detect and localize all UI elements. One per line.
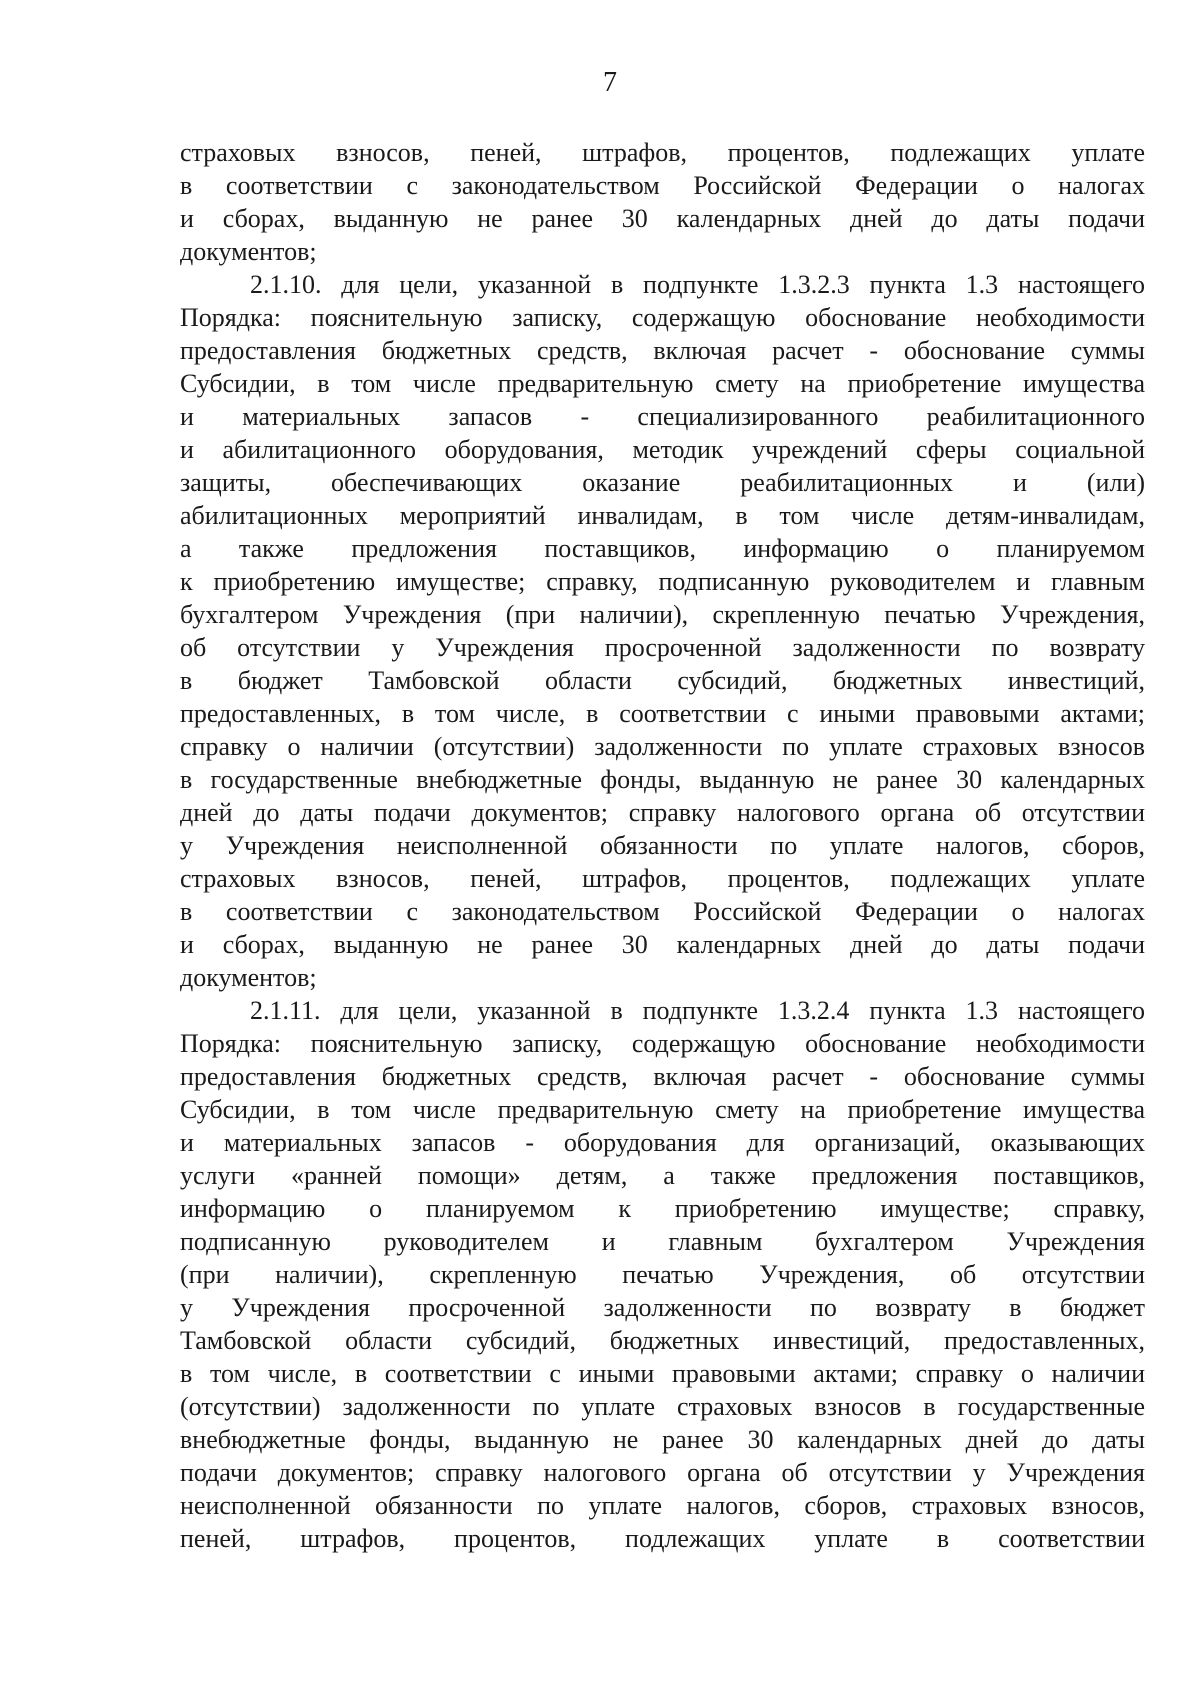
text-line: (отсутствии) задолженности по уплате страховых взносов в государственные (180, 1392, 1145, 1421)
text-line: об отсутствии у Учреждения просроченной задолженности по возврату (180, 633, 1145, 662)
text-line: абилитационных мероприятий инвалидам, в том числе детям-инвалидам, (180, 501, 1145, 530)
text-line: предоставления бюджетных средств, включая расчет - обоснование суммы (180, 1062, 1145, 1091)
text-line: в бюджет Тамбовской области субсидий, бюджетных инвестиций, (180, 666, 1145, 695)
text-line: 2.1.10. для цели, указанной в подпункте 1.3.2.3 пункта 1.3 настоящего (250, 270, 1145, 299)
text-line: информацию о планируемом к приобретению имуществе; справку, (180, 1194, 1145, 1223)
text-line: в соответствии с законодательством Российской Федерации о налогах (180, 897, 1145, 926)
text-line: дней до даты подачи документов; справку налогового органа об отсутствии (180, 798, 1145, 827)
text-line: а также предложения поставщиков, информацию о планируемом (180, 534, 1145, 563)
text-line: Тамбовской области субсидий, бюджетных инвестиций, предоставленных, (180, 1326, 1145, 1355)
text-line: и материальных запасов - оборудования для организаций, оказывающих (180, 1128, 1145, 1157)
text-line: услуги «ранней помощи» детям, а также предложения поставщиков, (180, 1161, 1145, 1190)
text-line: 2.1.11. для цели, указанной в подпункте 1.3.2.4 пункта 1.3 настоящего (250, 996, 1145, 1025)
text-line: к приобретению имуществе; справку, подписанную руководителем и главным (180, 567, 1145, 596)
text-line: предоставления бюджетных средств, включая расчет - обоснование суммы (180, 336, 1145, 365)
text-line: в государственные внебюджетные фонды, выданную не ранее 30 календарных (180, 765, 1145, 794)
text-line: в соответствии с законодательством Российской Федерации о налогах (180, 171, 1145, 200)
text-line: и сборах, выданную не ранее 30 календарных дней до даты подачи (180, 930, 1145, 959)
text-line: подачи документов; справку налогового органа об отсутствии у Учреждения (180, 1458, 1145, 1487)
text-line: Порядка: пояснительную записку, содержащую обоснование необходимости (180, 1029, 1145, 1058)
text-line: справку о наличии (отсутствии) задолженности по уплате страховых взносов (180, 732, 1145, 761)
text-line: и материальных запасов - специализированного реабилитационного (180, 402, 1145, 431)
text-line: страховых взносов, пеней, штрафов, процентов, подлежащих уплате (180, 864, 1145, 893)
text-line: неисполненной обязанности по уплате налогов, сборов, страховых взносов, (180, 1491, 1145, 1520)
text-line: и сборах, выданную не ранее 30 календарных дней до даты подачи (180, 204, 1145, 233)
text-line: документов; (180, 237, 317, 266)
text-line: Субсидии, в том числе предварительную смету на приобретение имущества (180, 369, 1145, 398)
text-line: подписанную руководителем и главным бухгалтером Учреждения (180, 1227, 1145, 1256)
text-line: у Учреждения неисполненной обязанности по уплате налогов, сборов, (180, 831, 1145, 860)
text-line: страховых взносов, пеней, штрафов, процентов, подлежащих уплате (180, 138, 1145, 167)
text-line: Субсидии, в том числе предварительную смету на приобретение имущества (180, 1095, 1145, 1124)
text-line: внебюджетные фонды, выданную не ранее 30 календарных дней до даты (180, 1425, 1145, 1454)
text-line: документов; (180, 963, 317, 992)
text-line: (при наличии), скрепленную печатью Учреждения, об отсутствии (180, 1260, 1145, 1289)
text-line: предоставленных, в том числе, в соответствии с иными правовыми актами; (180, 699, 1145, 728)
text-line: пеней, штрафов, процентов, подлежащих уплате в соответствии (180, 1524, 1145, 1553)
text-line: у Учреждения просроченной задолженности по возврату в бюджет (180, 1293, 1145, 1322)
text-line: Порядка: пояснительную записку, содержащую обоснование необходимости (180, 303, 1145, 332)
text-line: бухгалтером Учреждения (при наличии), скрепленную печатью Учреждения, (180, 600, 1145, 629)
text-line: и абилитационного оборудования, методик учреждений сферы социальной (180, 435, 1145, 464)
body-text (180, 136, 1145, 1555)
page-number: 7 (603, 67, 617, 98)
text-line: в том числе, в соответствии с иными правовыми актами; справку о наличии (180, 1359, 1145, 1388)
text-line: защиты, обеспечивающих оказание реабилитационных и (или) (180, 468, 1145, 497)
